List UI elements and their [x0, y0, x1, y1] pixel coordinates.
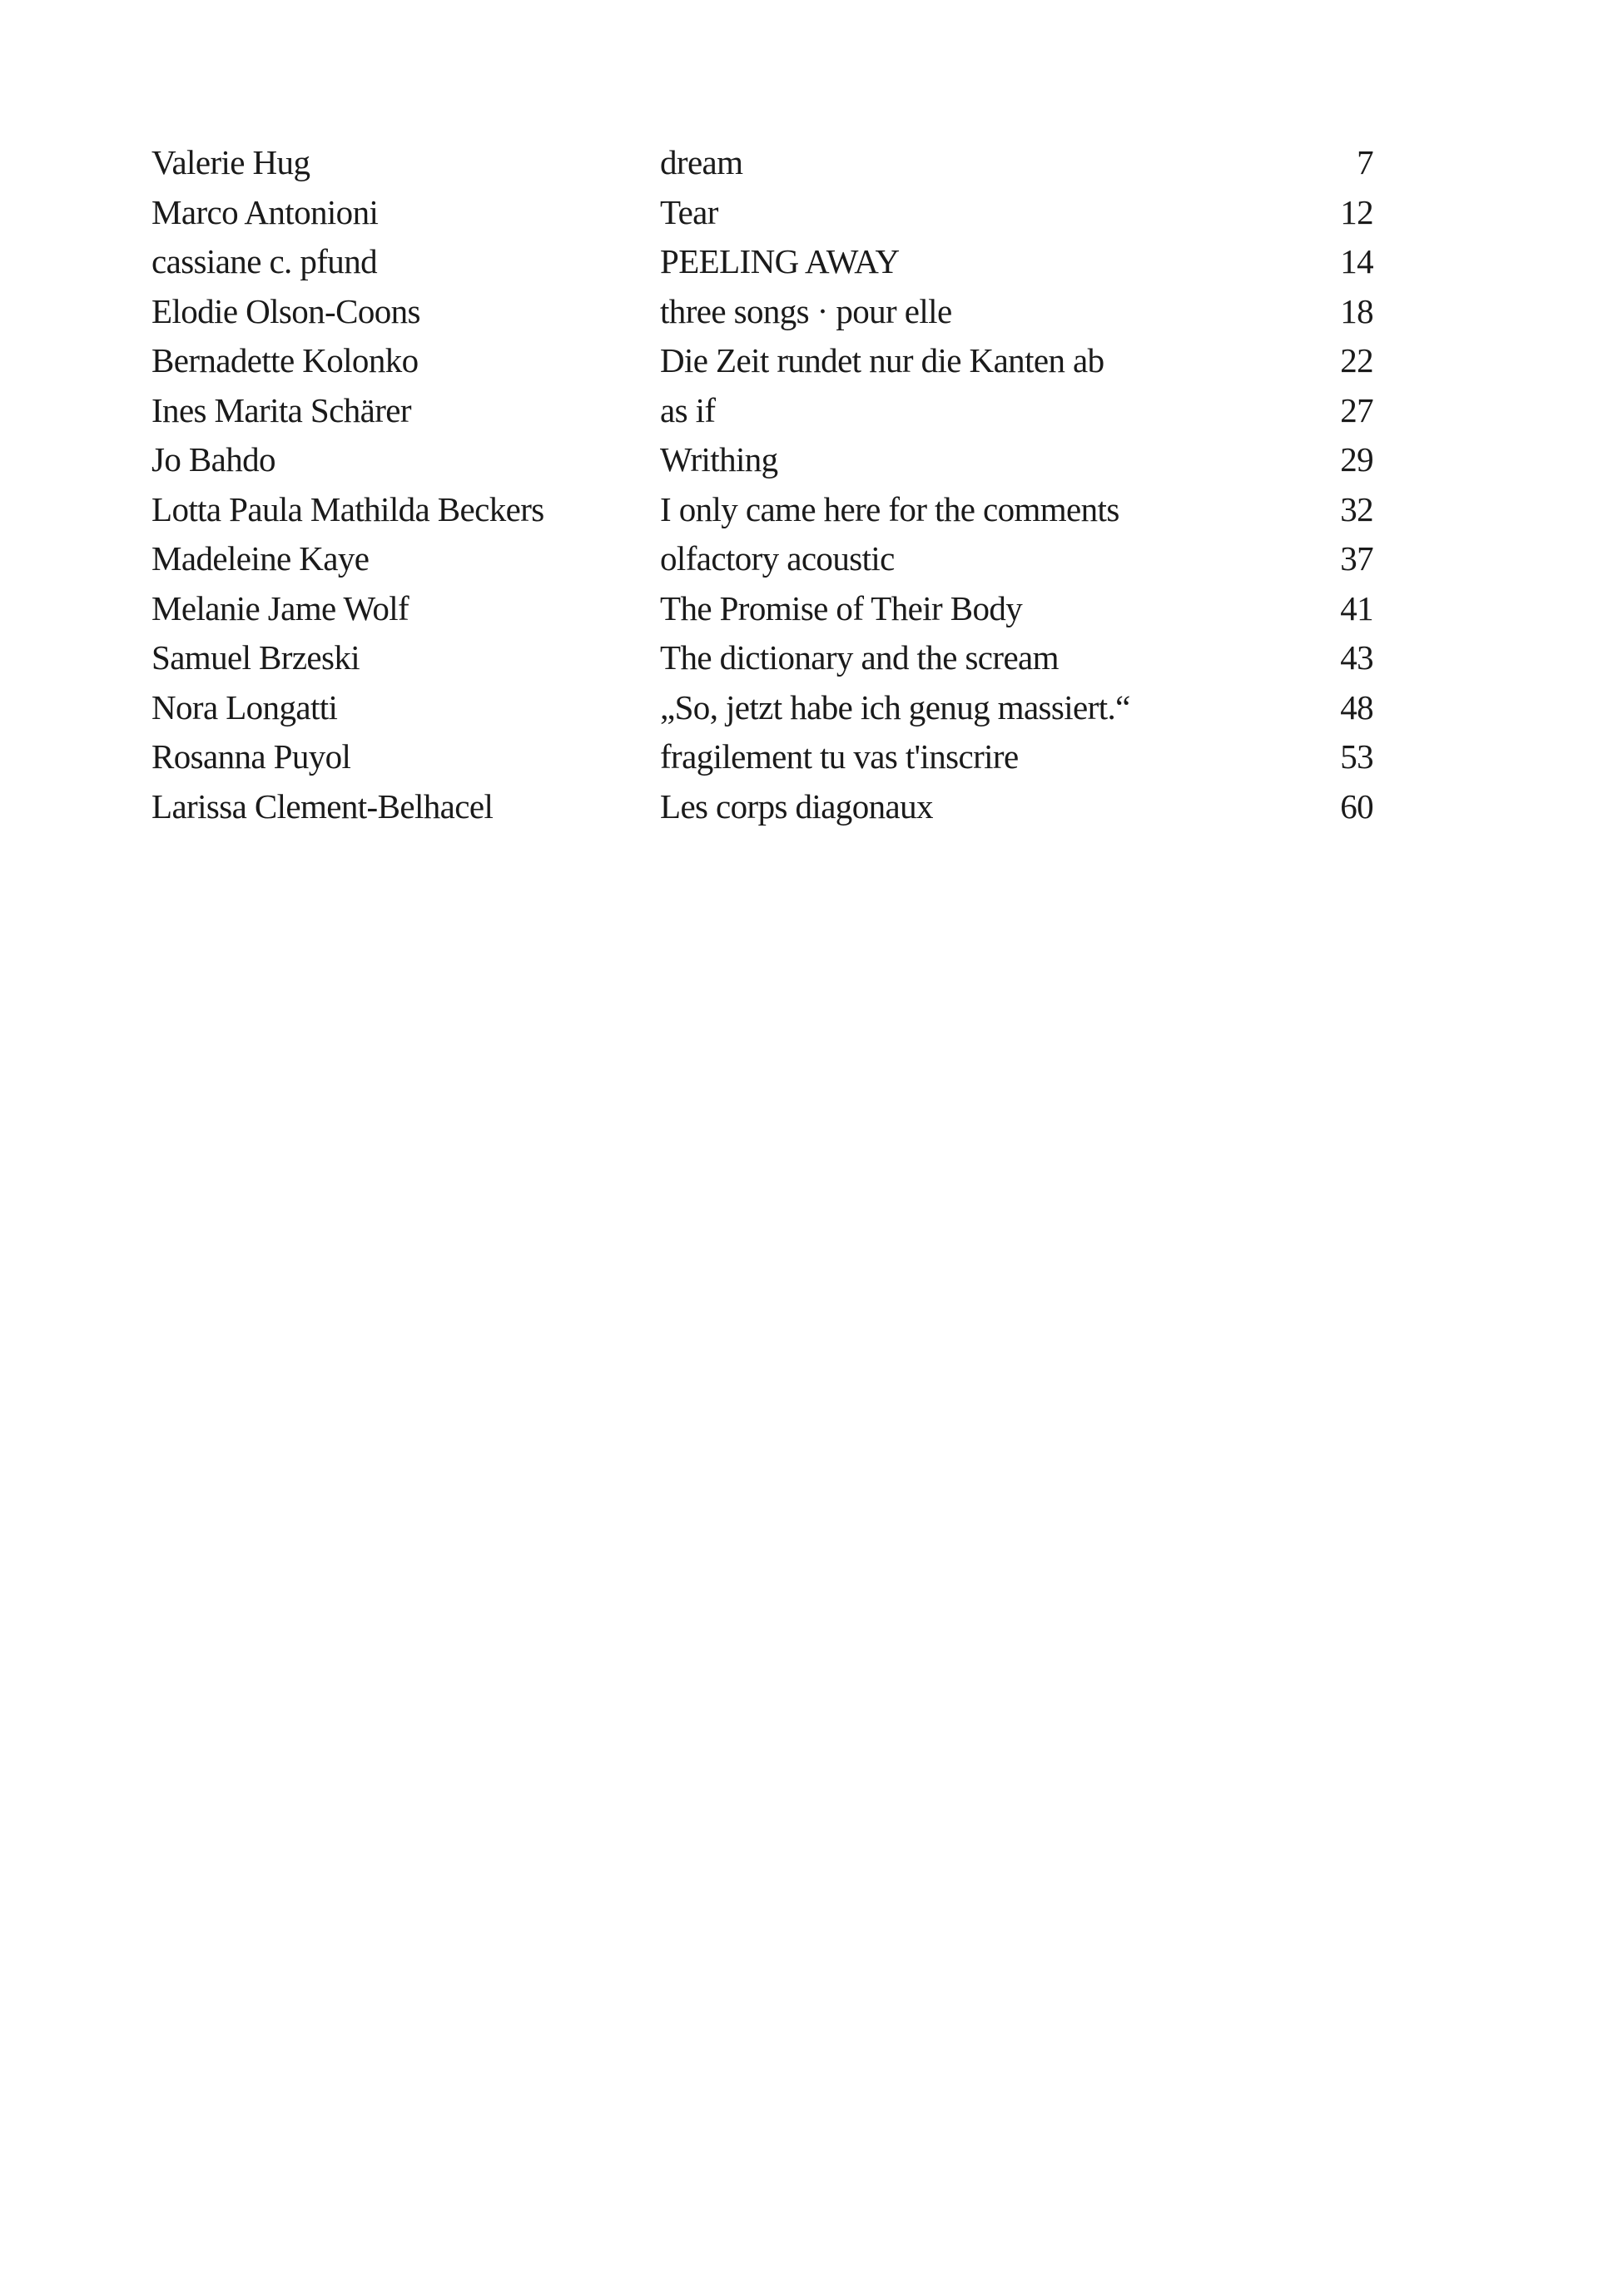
- toc-entry[interactable]: [151, 485, 1373, 535]
- toc-author: Elodie Olson-Coons: [151, 291, 420, 330]
- toc-title: PEELING AWAY: [660, 242, 900, 280]
- toc-author: Nora Longatti: [151, 687, 338, 726]
- toc-entry[interactable]: [151, 782, 1373, 832]
- toc-entry[interactable]: [151, 188, 1373, 238]
- toc-author: Valerie Hug: [151, 143, 310, 181]
- toc-title: Les corps diagonaux: [660, 786, 933, 826]
- toc-author: Lotta Paula Mathilda Beckers: [151, 489, 544, 528]
- toc-author: Ines Marita Schärer: [151, 390, 411, 429]
- toc-author: cassiane c. pfund: [151, 242, 377, 280]
- toc-page-number: 29: [1340, 440, 1373, 479]
- toc-title: The dictionary and the scream: [660, 638, 1059, 677]
- toc-title: The Promise of Their Body: [660, 588, 1023, 627]
- toc-page-number: 60: [1340, 786, 1373, 826]
- toc-page-number: 48: [1340, 687, 1373, 726]
- toc-entry[interactable]: [151, 287, 1373, 337]
- toc-author: Marco Antonioni: [151, 192, 379, 231]
- toc-entry[interactable]: [151, 732, 1373, 782]
- toc-page-number: 37: [1340, 539, 1373, 578]
- toc-title: as if: [660, 390, 716, 429]
- toc-page-number: 41: [1340, 588, 1373, 627]
- toc-author: Bernadette Kolonko: [151, 341, 419, 379]
- toc-title: Die Zeit rundet nur die Kanten ab: [660, 341, 1104, 379]
- toc-title: fragilement tu vas t'inscrire: [660, 737, 1019, 776]
- toc-author: Rosanna Puyol: [151, 737, 351, 776]
- toc-entry[interactable]: [151, 584, 1373, 634]
- toc-entry[interactable]: [151, 386, 1373, 436]
- toc-author: Melanie Jame Wolf: [151, 588, 409, 627]
- toc-entry[interactable]: [151, 138, 1373, 188]
- toc-title: three songs · pour elle: [660, 291, 952, 330]
- toc-entry[interactable]: [151, 683, 1373, 733]
- table-of-contents: [151, 138, 1373, 831]
- toc-title: I only came here for the comments: [660, 489, 1119, 528]
- toc-page-number: 12: [1340, 192, 1373, 231]
- toc-entry[interactable]: [151, 534, 1373, 584]
- toc-entry[interactable]: [151, 237, 1373, 287]
- toc-title: dream: [660, 143, 743, 181]
- toc-page-number: 53: [1340, 737, 1373, 776]
- toc-author: Samuel Brzeski: [151, 638, 360, 677]
- toc-entry[interactable]: [151, 336, 1373, 386]
- toc-author: Jo Bahdo: [151, 440, 275, 479]
- toc-entry[interactable]: [151, 633, 1373, 683]
- toc-page-number: 32: [1340, 489, 1373, 528]
- toc-page-number: 22: [1340, 341, 1373, 379]
- toc-title: Writhing: [660, 440, 778, 479]
- toc-author: Madeleine Kaye: [151, 539, 370, 578]
- toc-page-number: 14: [1340, 242, 1373, 280]
- toc-page-number: 43: [1340, 638, 1373, 677]
- toc-title: „So, jetzt habe ich genug massiert.“: [660, 687, 1130, 726]
- toc-entry[interactable]: [151, 435, 1373, 485]
- toc-page-number: 27: [1340, 390, 1373, 429]
- toc-author: Larissa Clement-Belhacel: [151, 786, 494, 826]
- toc-page-number: 7: [1357, 143, 1373, 181]
- toc-title: Tear: [660, 192, 718, 231]
- toc-title: olfactory acoustic: [660, 539, 895, 578]
- toc-page-number: 18: [1340, 291, 1373, 330]
